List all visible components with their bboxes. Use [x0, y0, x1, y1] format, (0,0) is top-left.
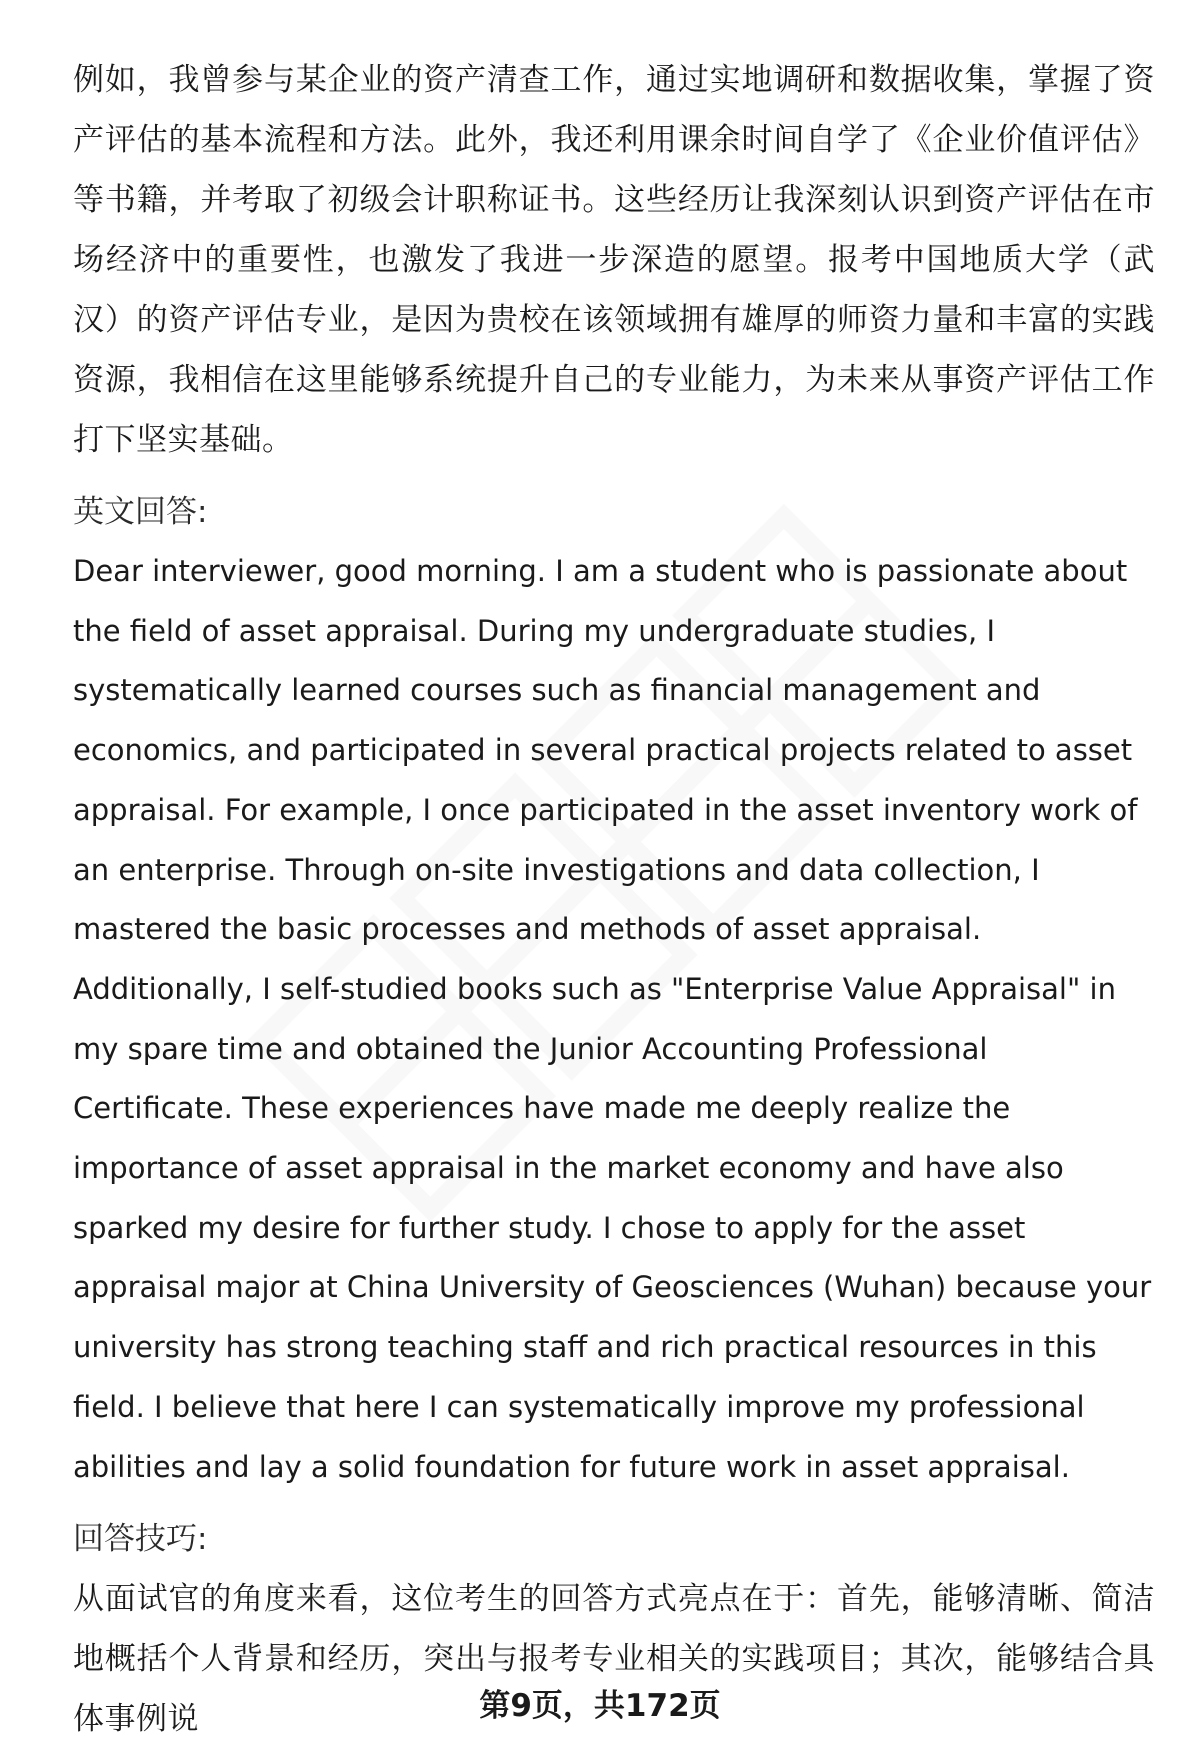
- page-number: 第9页，共172页: [479, 1688, 721, 1724]
- english-answer-paragraph: Dear interviewer, good morning. I am a student who is passionate about the field of asset appraisal. During my undergraduate studies, I systematically learned courses such as financial management and economics, and participated in several practical projects related to asset appraisal. For example, I once participated in the asset inventory work of an enterprise. Through on-site investigations and data collection, I mastered the basic processes and methods of asset appraisal. Additionally, I self-studied books such as "Enterprise Value Appraisal" in my spare time and obtained the Junior Accounting Professional Certificate. These experiences have made me deeply realize the importance of asset appraisal in the market economy and have also sparked my desire for further study. I chose to apply for the asset appraisal major at China University of Geosciences (Wuhan) because your university has strong teaching staff and rich practical resources in this field. I believe that here I can systematically improve my professional abilities and lay a solid foundation for future work in asset appraisal.: [73, 554, 1152, 1484]
- intro-paragraph: 例如，我曾参与某企业的资产清查工作，通过实地调研和数据收集，掌握了资产评估的基本流程和方法。此外，我还利用课余时间自学了《企业价值评估》等书籍，并考取了初级会计职称证书。这些经历让我深刻认识到资产评估在市场经济中的重要性，也激发了我进一步深造的愿望。报考中国地质大学（武汉）的资产评估专业，是因为贵校在该领域拥有雄厚的师资力量和丰富的实践资源，我相信在这里能够系统提升自己的专业能力，为未来从事资产评估工作打下坚实基础。: [73, 62, 1155, 458]
- answer-tips-heading: 回答技巧:: [73, 1521, 208, 1558]
- answer-tips-paragraph: 从面试官的角度来看，这位考生的回答方式亮点在于：首先，能够清晰、简洁地概括个人背景和经历，突出与报考专业相关的实践项目；其次，能够结合具体事例说: [73, 1581, 1155, 1738]
- main-content: [73, 50, 1155, 1749]
- english-answer-heading: 英文回答:: [73, 494, 208, 530]
